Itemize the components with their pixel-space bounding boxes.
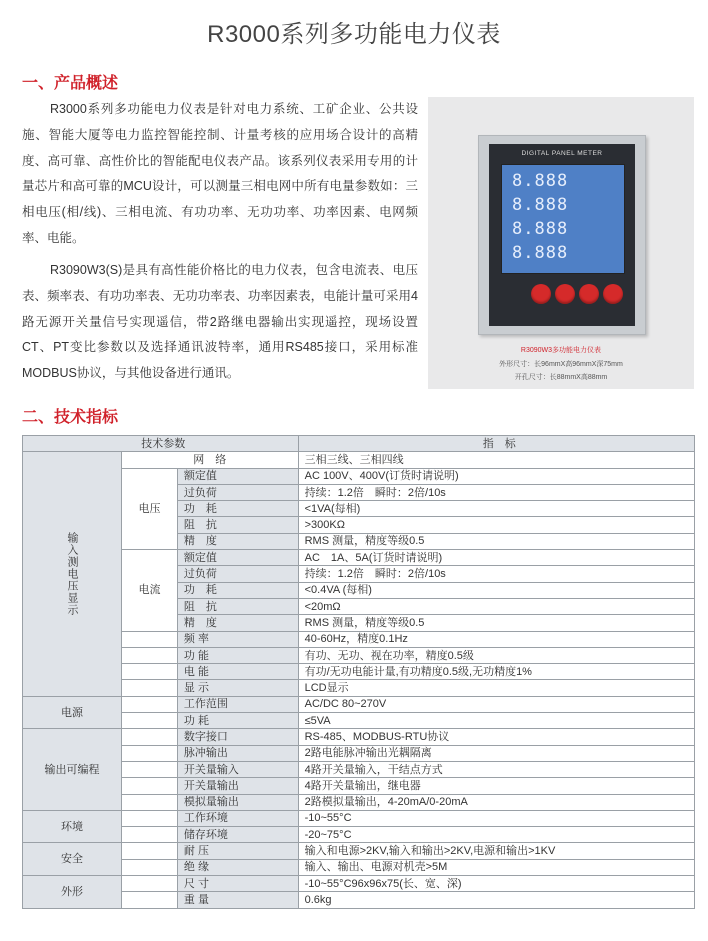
value-cell: -10~55°C96x96x75(长、宽、深) [298,876,694,892]
param-cell: 模拟量输出 [177,794,298,810]
section-heading-specs: 二、技术指标 [22,409,119,426]
value-cell: RMS 测量，精度等级0.5 [298,615,694,631]
lcd-row: 8.888 [512,243,569,263]
table-row [23,729,695,745]
value-cell: AC 100V、400V(订货时请说明) [298,468,694,484]
param-cell: 过负荷 [177,566,298,582]
table-row [23,745,695,761]
table-row [23,713,695,729]
table-row [23,859,695,875]
value-cell: 40-60Hz，精度0.1Hz [298,631,694,647]
header-param: 技术参数 [23,436,299,452]
param-cell: 阻 抗 [177,517,298,533]
table-row [23,550,695,566]
param-cell: 耐 压 [177,843,298,859]
param-cell: 重 量 [177,892,298,908]
product-photo [428,97,694,389]
table-row [23,647,695,663]
param-cell: 频 率 [177,631,298,647]
value-cell: 输入、输出、电源对机壳>5M [298,859,694,875]
sub-voltage: 电压 [122,468,178,549]
meter-button [531,284,551,304]
param-cell: 尺 寸 [177,876,298,892]
meter-panel-label: DIGITAL PANEL METER [521,150,603,157]
param-cell: 功 耗 [177,582,298,598]
param-cell: 额定值 [177,550,298,566]
overview-paragraph-2-text: R3090W3(S)是具有高性能价格比的电力仪表，包含电流表、电压表、频率表、有功功率表、无功功率表、功率因素表，电能计量可采用4路无源开关量信号实现遥信，带2路继电器输出实现遥控，现场设置CT、PT变比参数以及选择通讯波特率，通用RS485接口，采用标准MODBUS协议，与其他设备进行通讯。 [22,263,418,381]
lcd-row: 8.888 [512,195,569,215]
value-cell: ≤5VA [298,713,694,729]
param-cell: 脉冲输出 [177,745,298,761]
value-cell: RMS 测量，精度等级0.5 [298,533,694,549]
param-cell: 开关量输出 [177,778,298,794]
param-cell: 功 耗 [177,501,298,517]
page-title: R3000系列多功能电力仪表 [207,21,501,48]
table-header-row [23,436,695,452]
value-cell: <1VA(每相) [298,501,694,517]
table-row [23,761,695,777]
group-input [23,452,122,696]
value-cell: AC 1A、5A(订货时请说明) [298,550,694,566]
value-cell: RS-485、MODBUS-RTU协议 [298,729,694,745]
value-cell: 持续：1.2倍 瞬时：2倍/10s [298,484,694,500]
param-cell: 绝 缘 [177,859,298,875]
value-cell: >300KΩ [298,517,694,533]
table-row [23,680,695,696]
value-cell: <0.4VA (每相) [298,582,694,598]
meter-face [489,144,635,326]
table-row [23,664,695,680]
group-output: 输出可编程 [23,729,122,810]
value-cell: 4路开关量输出，继电器 [298,778,694,794]
product-caption-title: R3090W3多功能电力仪表 [520,347,602,354]
table-row [23,810,695,826]
meter-device [478,135,646,335]
value-cell: 持续：1.2倍 瞬时：2倍/10s [298,566,694,582]
value-cell: -20~75°C [298,827,694,843]
overview-paragraph-1 [22,97,418,252]
value-cell: 输入和电源>2KV,输入和输出>2KV,电源和输出>1KV [298,843,694,859]
table-row [23,876,695,892]
param-cell: 阻 抗 [177,598,298,614]
group-input-label: 输入测电压显示 [66,532,78,617]
group-safety: 安全 [23,843,122,876]
meter-lcd-display [501,164,625,274]
value-cell: 有功、无功、视在功率，精度0.5级 [298,647,694,663]
value-cell: 三相三线、三相四线 [298,452,694,468]
table-row [23,452,695,468]
sub-current: 电流 [122,550,178,631]
value-cell: AC/DC 80~270V [298,696,694,712]
table-row [23,468,695,484]
group-power: 电源 [23,696,122,729]
param-cell: 工作环境 [177,810,298,826]
param-cell: 显 示 [177,680,298,696]
section-heading-overview: 一、产品概述 [22,75,119,92]
param-cell: 额定值 [177,468,298,484]
spec-table [22,435,695,909]
value-cell: <20mΩ [298,598,694,614]
value-cell: -10~55°C [298,810,694,826]
value-cell: LCD显示 [298,680,694,696]
lcd-row: 8.888 [512,219,569,239]
lcd-row: 8.888 [512,171,569,191]
meter-button [555,284,575,304]
param-cell: 功 能 [177,647,298,663]
param-cell: 电 能 [177,664,298,680]
table-row [23,778,695,794]
param-cell: 精 度 [177,533,298,549]
product-caption-size: 外形尺寸：长96mmX高96mmX深75mm [499,361,623,368]
group-shape: 外形 [23,876,122,909]
table-row [23,794,695,810]
value-cell: 4路开关量输入，干结点方式 [298,761,694,777]
param-cell: 功 耗 [177,713,298,729]
value-cell: 2路模拟量输出，4-20mA/0-20mA [298,794,694,810]
param-cell: 开关量输入 [177,761,298,777]
param-cell: 工作范围 [177,696,298,712]
overview-paragraph-1-text: R3000系列多功能电力仪表是针对电力系统、工矿企业、公共设施、智能大厦等电力监控智能控制、计量考核的应用场合设计的高精度、高可靠、高性价比的智能配电仪表产品。该系列仪表采用专用的计量芯片和高可靠的MCU设计，可以测量三相电网中所有电量参数如：三相电压(相/线)、三相电流、有功功率、无功功率、功率因素、电网频率、电能。 [22,102,418,245]
value-cell: 有功/无功电能计量,有功精度0.5级,无功精度1% [298,664,694,680]
param-cell: 储存环境 [177,827,298,843]
table-row [23,827,695,843]
value-cell: 0.6kg [298,892,694,908]
param-cell: 数字接口 [177,729,298,745]
overview-paragraph-2 [22,258,418,387]
meter-button [603,284,623,304]
table-row [23,696,695,712]
meter-button [579,284,599,304]
param-cell: 过负荷 [177,484,298,500]
param-cell: 网 络 [122,452,299,468]
header-spec: 指 标 [298,436,694,452]
param-cell: 精 度 [177,615,298,631]
product-caption-cutout: 开孔尺寸：长88mmX高88mm [514,374,608,381]
table-row [23,892,695,908]
value-cell: 2路电能脉冲输出光耦隔离 [298,745,694,761]
table-row [23,843,695,859]
meter-buttons [489,284,635,310]
group-env: 环境 [23,810,122,843]
table-row [23,631,695,647]
